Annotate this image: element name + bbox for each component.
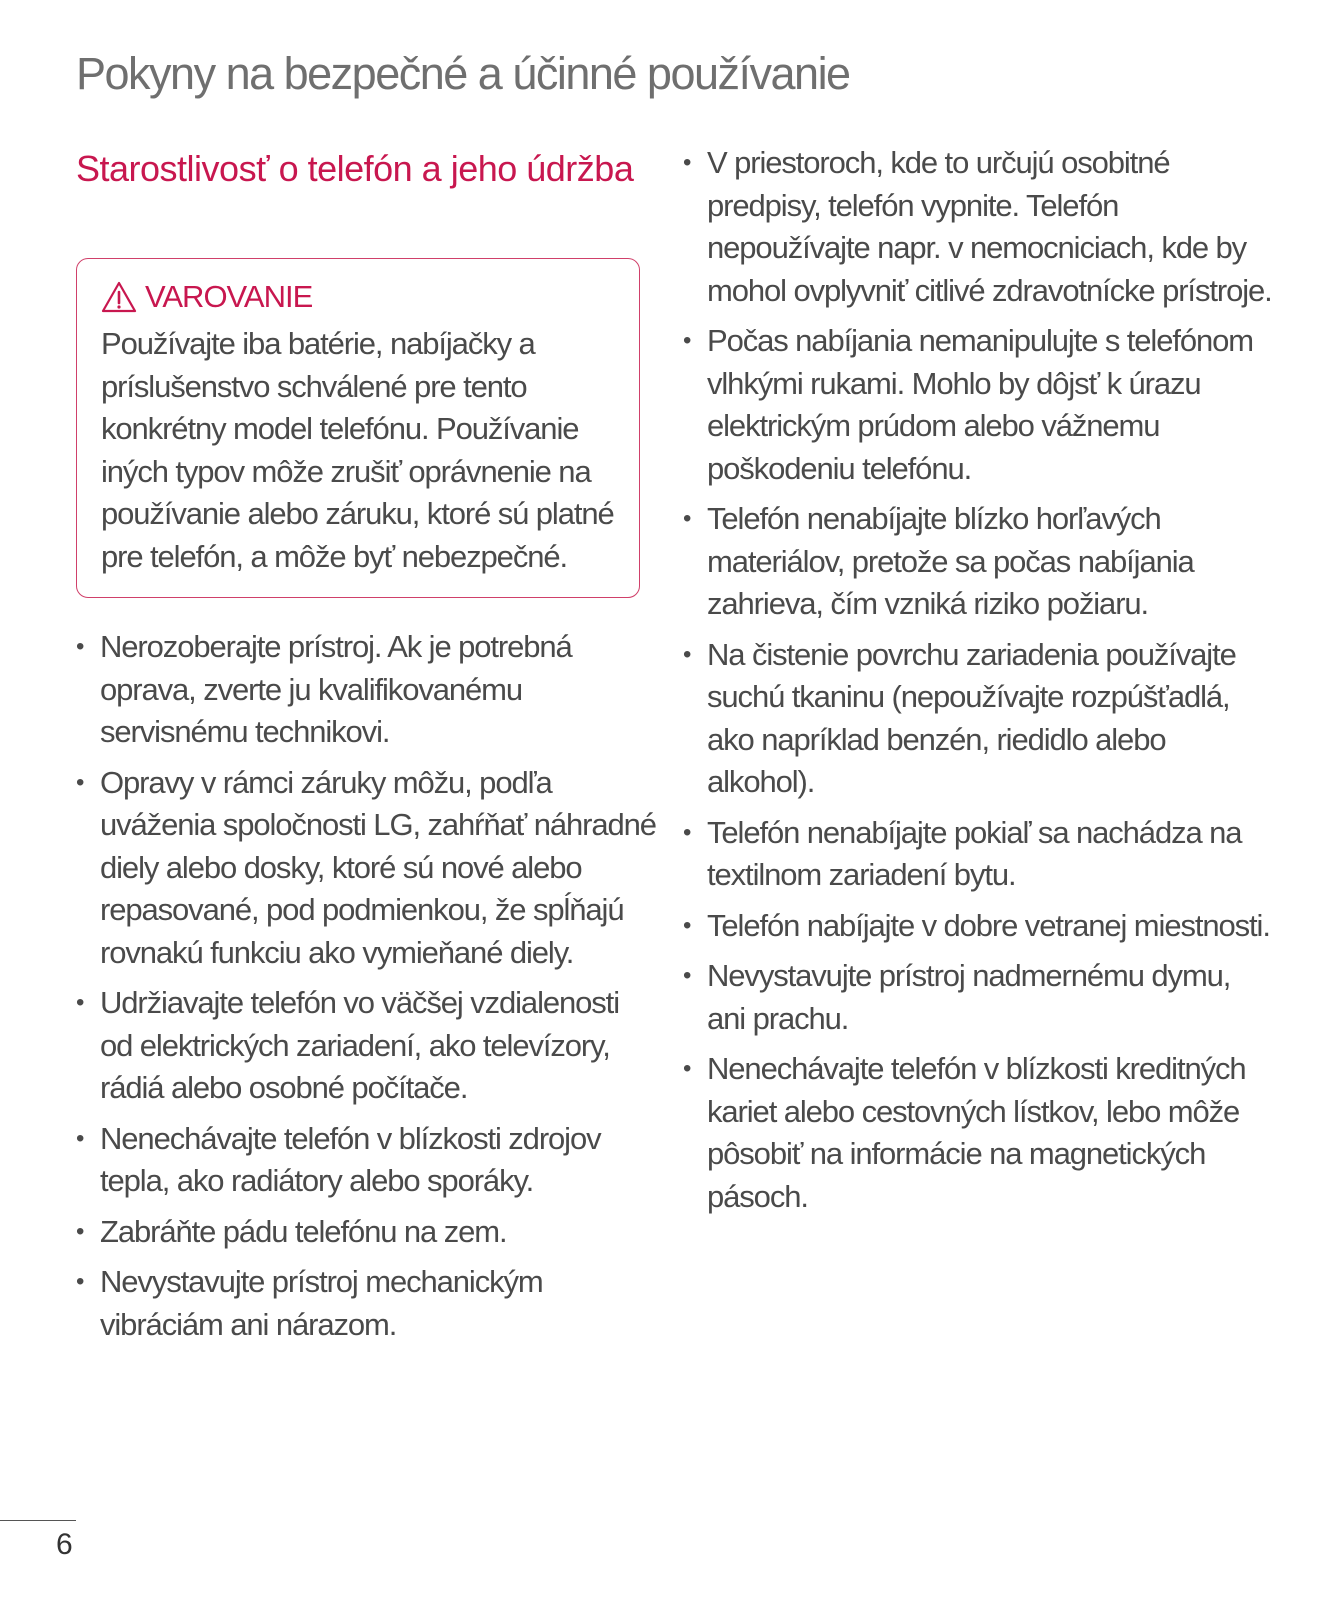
list-item-text: Telefón nenabíjajte blízko horľavých materiálov, pretože sa počas nabíjania zahrieva, čím vzniká riziko požiaru. <box>707 501 1194 621</box>
list-item-text: Nevystavujte prístroj mechanickým vibráciám ani nárazom. <box>100 1264 543 1342</box>
bullet-list-right <box>683 142 1273 1226</box>
bullet-dot: • <box>76 1268 84 1295</box>
list-item-text: Zabráňte pádu telefónu na zem. <box>100 1213 507 1249</box>
bullet-dot: • <box>683 505 691 532</box>
bullet-dot: • <box>683 911 691 939</box>
page-title: Pokyny na bezpečné a účinné používanie <box>76 48 850 99</box>
list-item <box>76 1118 656 1203</box>
bullet-list-left <box>76 626 656 1354</box>
bullet-dot: • <box>76 633 84 660</box>
list-item-text: Nenechávajte telefón v blízkosti kreditných kariet alebo cestovných lístkov, lebo môže pôsobiť na informácie na magnetických pásoch. <box>707 1051 1246 1214</box>
bullet-dot: • <box>683 1055 691 1082</box>
footer-rule <box>0 1520 76 1521</box>
bullet-dot: • <box>683 149 691 176</box>
bullet-dot: • <box>683 640 691 668</box>
list-item-text: Na čistenie povrchu zariadenia používajte suchú tkaninu (nepoužívajte rozpúšťadlá, ako napríklad benzén, riedidlo alebo alkohol). <box>707 636 1236 799</box>
bullet-dot: • <box>683 818 691 846</box>
list-item <box>76 626 656 754</box>
list-item <box>683 905 1273 948</box>
bullet-dot: • <box>76 1124 84 1152</box>
bullet-dot: • <box>76 989 84 1016</box>
list-item-text: Telefón nenabíjajte pokiaľ sa nachádza na textilnom zariadení bytu. <box>707 814 1242 892</box>
list-item-text: Počas nabíjania nemanipulujte s telefónom vlhkými rukami. Mohlo by dôjsť k úrazu elektrickým prúdom alebo vážnemu poškodeniu telefónu. <box>707 323 1254 486</box>
warning-text: Používajte iba batérie, nabíjačky a príslušenstvo schválené pre tento konkrétny model telefónu. Používanie iných typov môže zrušiť oprávnenie na používanie alebo záruku, ktoré sú platné pre telefón, a môže byť nebezpečné. <box>101 326 614 574</box>
bullet-dot: • <box>683 962 691 989</box>
list-item <box>683 812 1273 897</box>
section-heading: Starostlivosť o telefón a jeho údržba <box>76 148 634 189</box>
bullet-dot: • <box>76 768 84 796</box>
list-item <box>683 498 1273 626</box>
list-item <box>683 320 1273 490</box>
list-item-text: Opravy v rámci záruky môžu, podľa uváženia spoločnosti LG, zahŕňať náhradné diely alebo dosky, ktoré sú nové alebo repasované, pod podmienkou, že spĺňajú rovnakú funkciu ako vymieňané diely. <box>100 764 656 970</box>
list-item-text: Nenechávajte telefón v blízkosti zdrojov tepla, ako radiátory alebo sporáky. <box>100 1120 601 1198</box>
list-item <box>76 762 656 975</box>
list-item-text: Telefón nabíjajte v dobre vetranej miestnosti. <box>707 907 1270 943</box>
list-item-text: Nevystavujte prístroj nadmernému dymu, ani prachu. <box>707 958 1231 1036</box>
warning-box <box>76 258 640 598</box>
warning-title: VAROVANIE <box>145 279 313 314</box>
list-item <box>76 1261 656 1346</box>
list-item <box>76 982 656 1110</box>
bullet-dot: • <box>683 327 691 354</box>
list-item-text: Nerozoberajte prístroj. Ak je potrebná oprava, zverte ju kvalifikovanému servisnému technikovi. <box>100 629 572 749</box>
list-item <box>683 1048 1273 1218</box>
list-item <box>683 142 1273 312</box>
page-number: 6 <box>56 1528 73 1561</box>
bullet-dot: • <box>76 1217 84 1245</box>
list-item <box>683 634 1273 804</box>
list-item <box>683 955 1273 1040</box>
list-item-text: Udržiavajte telefón vo väčšej vzdialenosti od elektrických zariadení, ako televízory, rádiá alebo osobné počítače. <box>100 985 619 1105</box>
warning-triangle-icon <box>101 281 137 313</box>
warning-header <box>101 275 619 319</box>
list-item <box>76 1211 656 1254</box>
list-item-text: V priestoroch, kde to určujú osobitné predpisy, telefón vypnite. Telefón nepoužívajte napr. v nemocniciach, kde by mohol ovplyvniť citlivé zdravotnícke prístroje. <box>707 145 1272 308</box>
